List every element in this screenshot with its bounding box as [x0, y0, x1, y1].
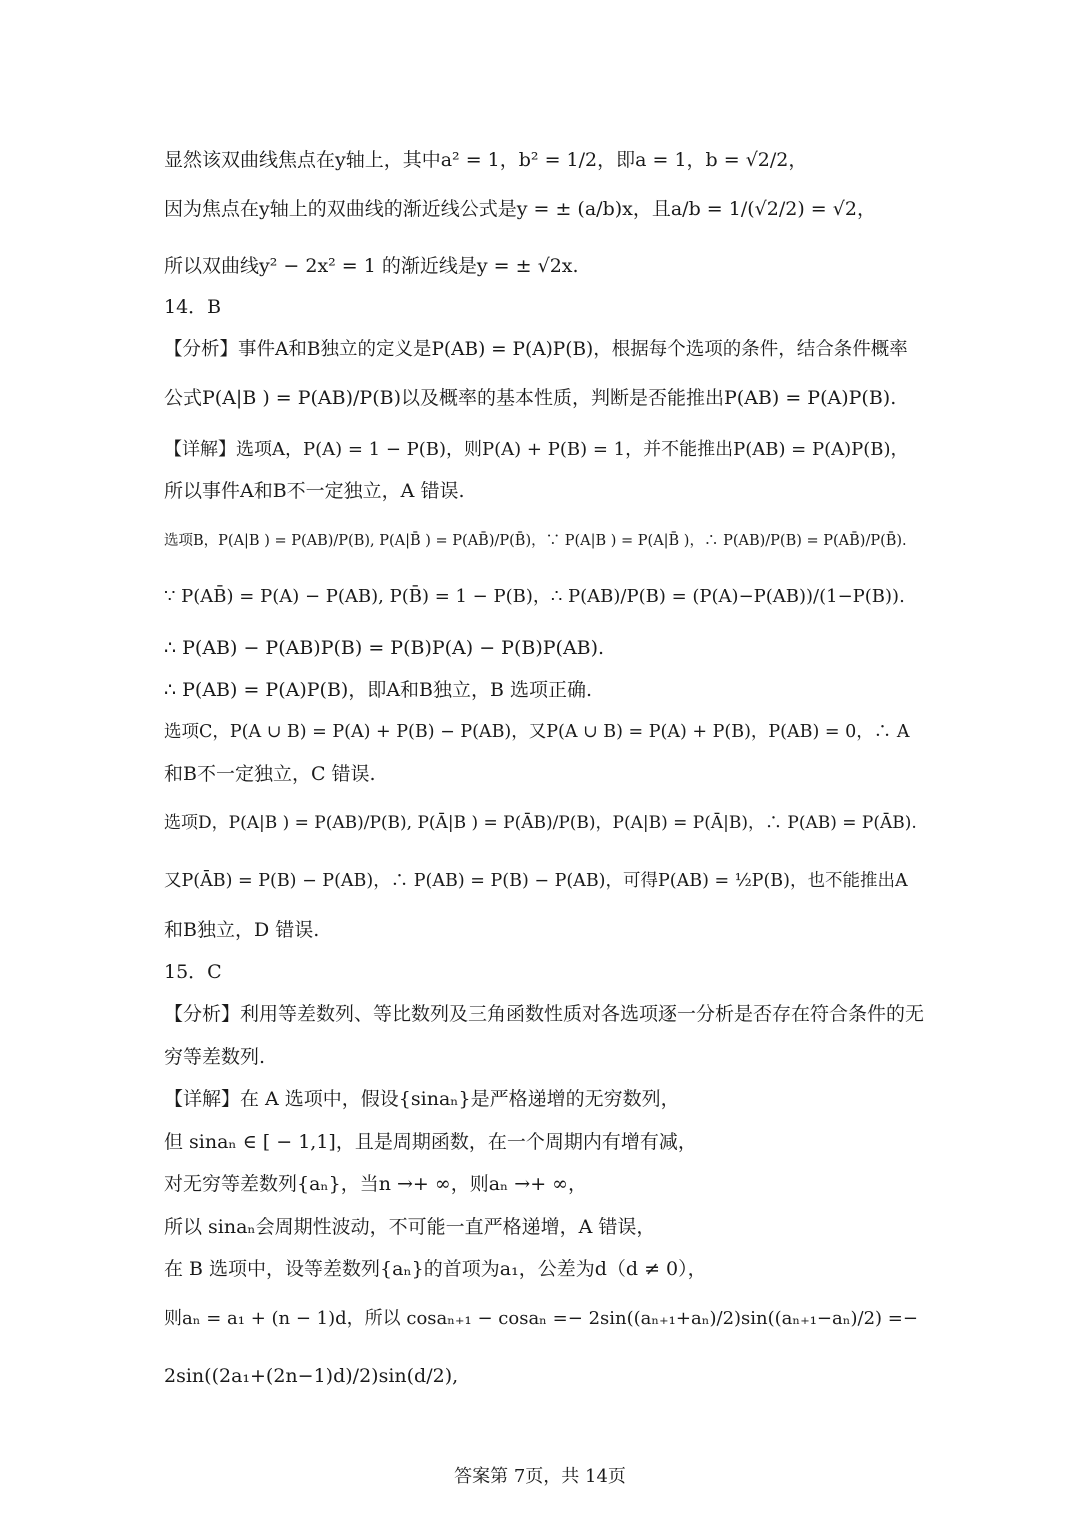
text-line: 所以事件A和B不一定独立，A 错误. [164, 480, 465, 502]
text-line: 所以 sinaₙ会周期性波动，不可能一直严格递增，A 错误， [164, 1216, 656, 1238]
text-line: 在 B 选项中，设等差数列{aₙ}的首项为a₁，公差为d（d ≠ 0）， [164, 1258, 707, 1280]
text-line: 因为焦点在y轴上的双曲线的渐近线公式是y = ± (a/b)x，且a/b = 1/(√2/2) = √2， [164, 198, 876, 220]
text-line: ∵ P(AB̄) = P(A) − P(AB), P(B̄) = 1 − P(B)，∴ P(AB)/P(B) = (P(A)−P(AB))/(1−P(B)). [164, 586, 905, 607]
text-line: 和B不一定独立，C 错误. [164, 763, 376, 785]
text-line: 则aₙ = a₁ + (n − 1)d，所以 cosaₙ₊₁ − cosaₙ =− 2sin((aₙ₊₁+aₙ)/2)sin((aₙ₊₁−aₙ)/2) =− [164, 1308, 918, 1329]
text-line: 穷等差数列. [164, 1046, 266, 1068]
question-number: 15．C [164, 961, 222, 983]
text-line: 但 sinaₙ ∈ [ − 1,1]，且是周期函数，在一个周期内有增有减， [164, 1131, 697, 1153]
text-line: ∴ P(AB) − P(AB)P(B) = P(B)P(A) − P(B)P(AB). [164, 637, 605, 659]
text-line: 所以双曲线y² − 2x² = 1 的渐近线是y = ± √2x. [164, 255, 579, 277]
text-line: 又P(ĀB) = P(B) − P(AB)，∴ P(AB) = P(B) − P(AB)，可得P(AB) = ½P(B)，也不能推出A [164, 871, 908, 891]
text-line: 【详解】在 A 选项中，假设{sinaₙ}是严格递增的无穷数列， [164, 1088, 680, 1110]
text-line: 和B独立，D 错误. [164, 919, 320, 941]
question-number: 14．B [164, 296, 222, 318]
text-line: 公式P(A|B ) = P(AB)/P(B)以及概率的基本性质，判断是否能推出P(AB) = P(A)P(B). [164, 387, 897, 409]
text-line: 对无穷等差数列{aₙ}，当n →+ ∞，则aₙ →+ ∞， [164, 1173, 588, 1195]
text-line: 【分析】事件A和B独立的定义是P(AB) = P(A)P(B)，根据每个选项的条件，结合条件概率 [164, 339, 908, 360]
text-line: 选项D，P(A|B ) = P(AB)/P(B), P(Ā|B ) = P(ĀB)/P(B)，P(A|B) = P(Ā|B)，∴ P(AB) = P(ĀB). [164, 813, 917, 833]
text-line: 显然该双曲线焦点在y轴上，其中a² = 1，b² = 1/2，即a = 1，b = √2/2， [164, 149, 808, 171]
text-line: 选项C，P(A ∪ B) = P(A) + P(B) − P(AB)，又P(A ∪ B) = P(A) + P(B)，P(AB) = 0，∴ A [164, 722, 910, 742]
text-line: 【详解】选项A，P(A) = 1 − P(B)，则P(A) + P(B) = 1，并不能推出P(AB) = P(A)P(B)， [164, 439, 909, 460]
page-footer: 答案第 7页，共 14页 [454, 1466, 626, 1487]
text-line: ∴ P(AB) = P(A)P(B)，即A和B独立，B 选项正确. [164, 679, 593, 701]
text-line: 【分析】利用等差数列、等比数列及三角函数性质对各选项逐一分析是否存在符合条件的无 [164, 1003, 925, 1025]
text-line: 选项B，P(A|B ) = P(AB)/P(B), P(A|B̄ ) = P(AB̄)/P(B̄)，∵ P(A|B ) = P(A|B̄ )，∴ P(AB)/P(B) = P(AB̄)/P(B̄). [164, 533, 907, 549]
text-line: 2sin((2a₁+(2n−1)d)/2)sin(d/2), [164, 1365, 459, 1387]
